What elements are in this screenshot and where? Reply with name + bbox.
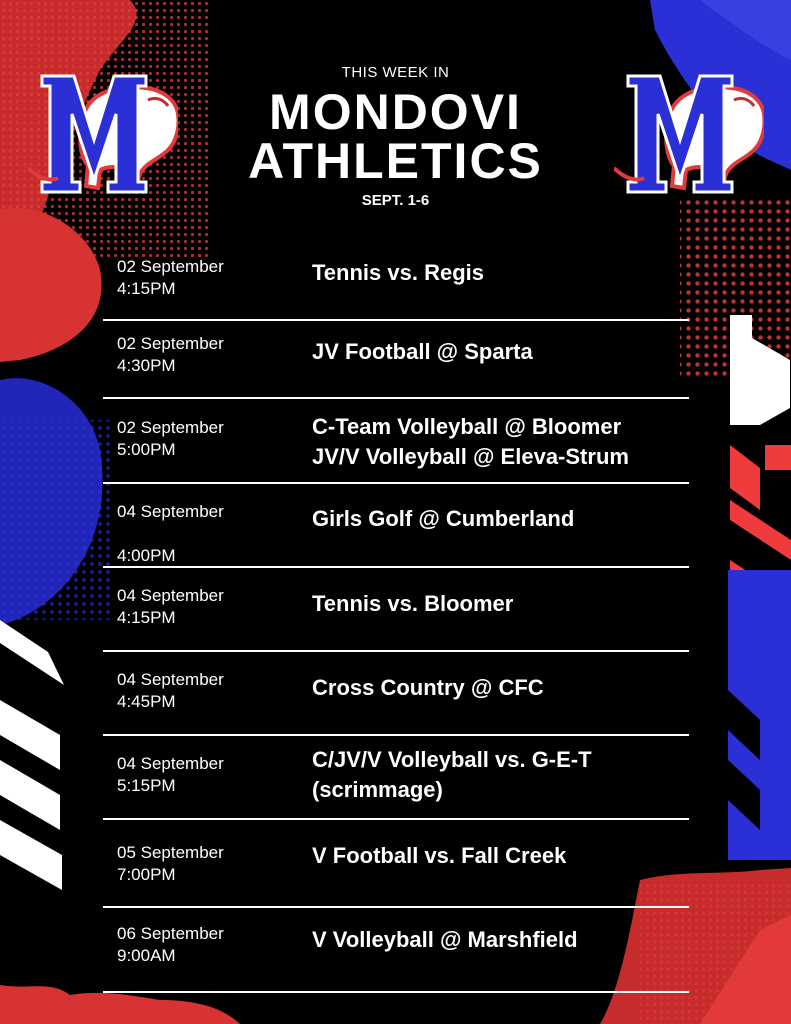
- schedule-event: V Football vs. Fall Creek: [312, 843, 567, 868]
- page-title-line-1: MONDOVI: [269, 84, 522, 140]
- schedule-time: 4:15PM: [117, 279, 176, 298]
- schedule-datetime: [117, 501, 224, 567]
- schedule-datetime: [117, 842, 224, 886]
- schedule-event: Tennis vs. Regis: [312, 260, 484, 285]
- schedule-row: [103, 652, 689, 736]
- schedule-event-line: (scrimmage): [312, 777, 443, 802]
- schedule-event-line: C/JV/V Volleyball vs. G-E-T: [312, 747, 592, 772]
- schedule-datetime: [117, 256, 224, 300]
- schedule-date: 02 September: [117, 418, 224, 437]
- schedule-event-line: C-Team Volleyball @ Bloomer: [312, 414, 622, 439]
- schedule-row: [103, 568, 689, 652]
- schedule-event: Tennis vs. Bloomer: [312, 591, 514, 616]
- schedule-time: 7:00PM: [117, 865, 176, 884]
- schedule-datetime: [117, 923, 224, 967]
- schedule-date: 02 September: [117, 257, 224, 276]
- schedule-event: V Volleyball @ Marshfield: [312, 927, 578, 952]
- schedule-event: [312, 745, 592, 805]
- schedule-datetime: [117, 753, 224, 797]
- schedule-time: 4:45PM: [117, 692, 176, 711]
- schedule-date: 05 September: [117, 843, 224, 862]
- schedule-event: Cross Country @ CFC: [312, 675, 544, 700]
- schedule-row: [103, 245, 689, 321]
- schedule-event: Girls Golf @ Cumberland: [312, 506, 575, 531]
- schedule-row: [103, 484, 689, 568]
- pre-title: THIS WEEK IN: [341, 64, 450, 81]
- schedule-date: 04 September: [117, 754, 224, 773]
- schedule-row: [103, 908, 689, 993]
- schedule-time: 4:30PM: [117, 356, 176, 375]
- schedule-datetime: [117, 585, 224, 629]
- schedule-datetime: [117, 417, 224, 461]
- schedule-time: 4:00PM: [117, 546, 176, 565]
- schedule-time: 5:15PM: [117, 776, 176, 795]
- schedule-row: [103, 321, 689, 399]
- schedule-event: [312, 412, 629, 472]
- schedule-time: 9:00AM: [117, 946, 176, 965]
- schedule-date: 04 September: [117, 502, 224, 521]
- schedule-row: [103, 399, 689, 484]
- schedule-datetime: [117, 333, 224, 377]
- schedule-event-line: JV/V Volleyball @ Eleva-Strum: [312, 444, 629, 469]
- date-range: SEPT. 1-6: [361, 192, 430, 209]
- schedule-datetime: [117, 669, 224, 713]
- schedule-date: 04 September: [117, 586, 224, 605]
- schedule-time: 4:15PM: [117, 608, 176, 627]
- schedule-row: [103, 736, 689, 820]
- page-title-line-2: ATHLETICS: [248, 133, 543, 189]
- schedule-event: JV Football @ Sparta: [312, 339, 533, 364]
- schedule-time: 5:00PM: [117, 440, 176, 459]
- schedule-date: 02 September: [117, 334, 224, 353]
- schedule-date: 04 September: [117, 670, 224, 689]
- schedule-date: 06 September: [117, 924, 224, 943]
- schedule-row: [103, 820, 689, 908]
